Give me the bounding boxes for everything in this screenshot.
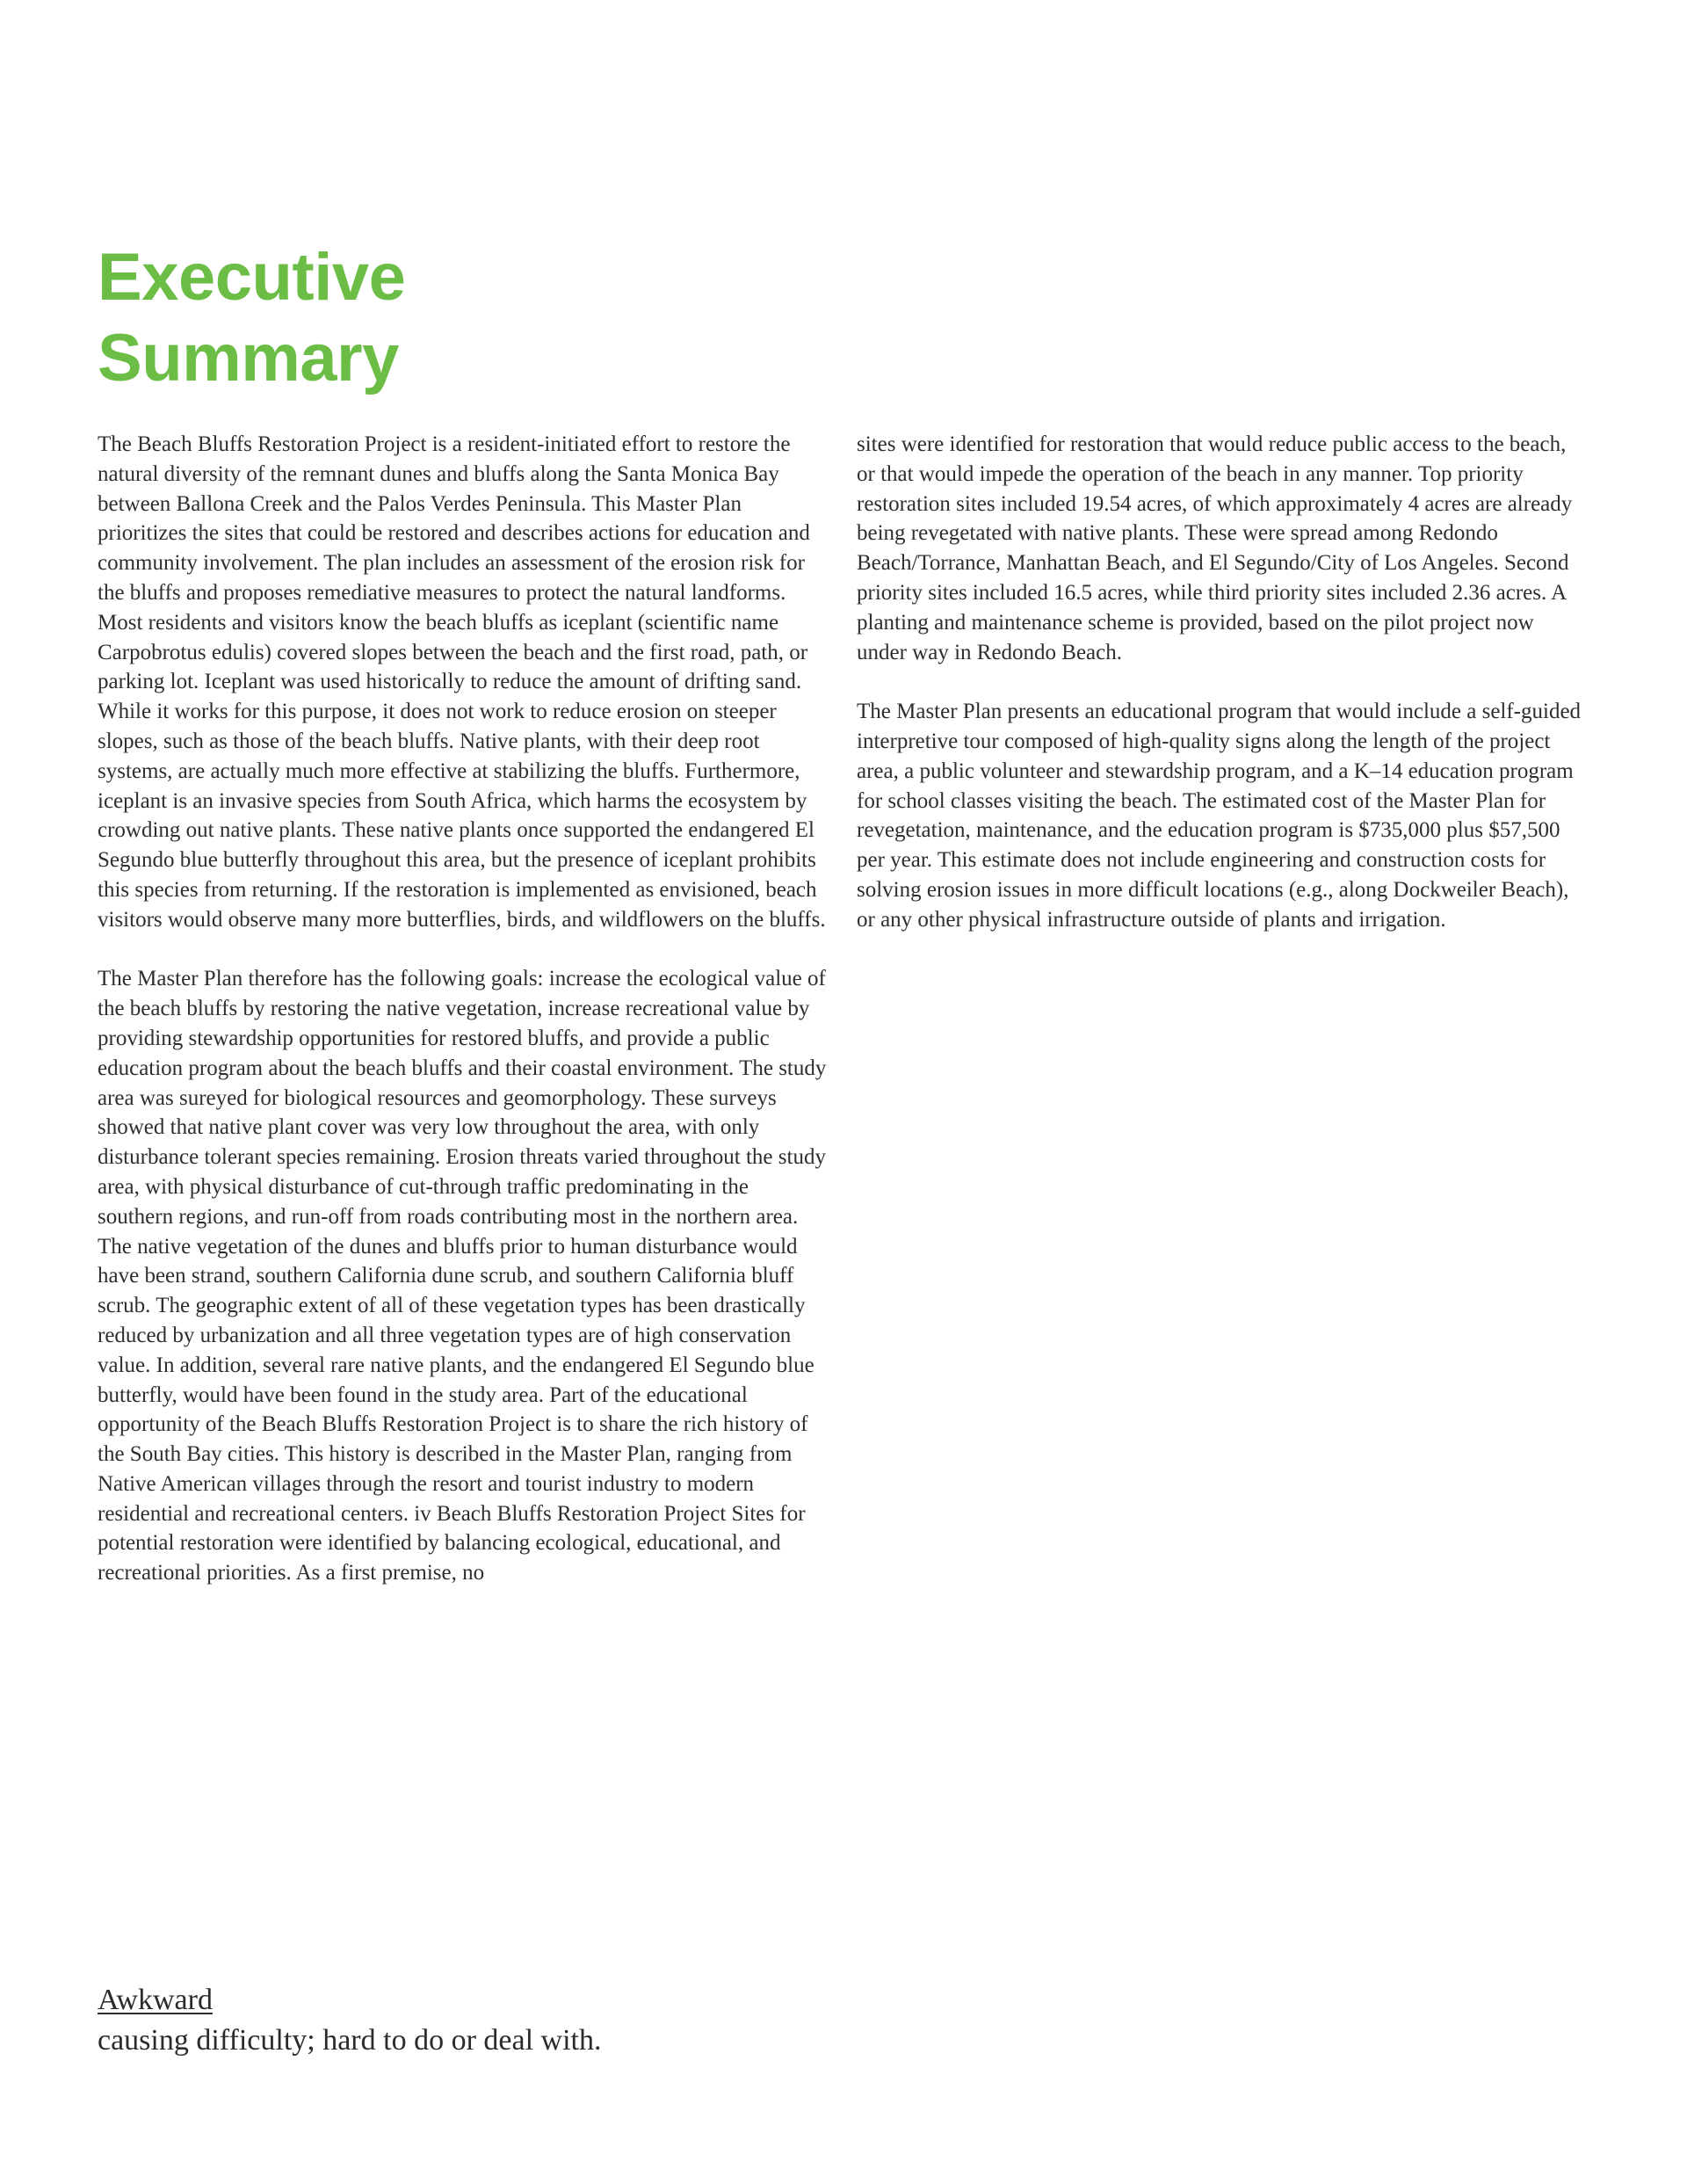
- paragraph-goals: The Master Plan therefore has the following goals: increase the ecological value of the beach bluffs by restoring the native vegetation, increase recreational value by providing stewardship opportunities for restored bluffs, and provide a public education program about the beach bluffs and their coastal environment. The study area was sureyed for biological resources and geomorphology. These surveys showed that native plant cover was very low throughout the area, with only disturbance tolerant species remaining. Erosion threats varied throughout the study area, with physical disturbance of cut-through traffic predominating in the southern regions, and run-off from roads contributing most in the northern area. The native vegetation of the dunes and bluffs prior to human disturbance would have been strand, southern California dune scrub, and southern California bluff scrub. The geographic extent of all of these vegetation types has been drastically reduced by urbanization and all three vegetation types are of high conservation value. In addition, several rare native plants, and the endangered El Segundo blue butterfly, would have been found in the study area. Part of the educational opportunity of the Beach Bluffs Restoration Project is to share the rich history of the South Bay cities. This history is described in the Master Plan, ranging from Native American villages through the resort and tourist industry to modern residential and recreational centers. iv Beach Bluffs Restoration Project Sites for potential restoration were identified by balancing ecological, educational, and recreational priorities. As a first premise, no: [98, 967, 827, 1585]
- page-title: [98, 237, 405, 399]
- title-line-1: Executive: [98, 240, 406, 315]
- left-column: [98, 430, 827, 1618]
- right-column: [857, 430, 1586, 964]
- paragraph-restoration-sites: sites were identified for restoration that would reduce public access to the beach, or that would impede the operation of the beach in any manner. Top priority restoration sites included 19.54 acres, of which approximately 4 acres are already being revegetated with native plants. These were spread among Redondo Beach/Torrance, Manhattan Beach, and El Segundo/City of Los Angeles. Second priority sites included 16.5 acres, while third priority sites included 2.36 acres. A planting and maintenance scheme is provided, based on the pilot project now under way in Redondo Beach.: [857, 432, 1573, 664]
- definition-word: Awkward: [98, 1984, 213, 2016]
- title-line-2: Summary: [98, 321, 399, 395]
- paragraph-introduction: The Beach Bluffs Restoration Project is a resident-initiated effort to restore the natural diversity of the remnant dunes and bluffs along the Santa Monica Bay between Ballona Creek and the Palos Verdes Peninsula. This Master Plan prioritizes the sites that could be restored and describes actions for education and community involvement. The plan includes an assessment of the erosion risk for the bluffs and proposes remediative measures to protect the natural landforms. Most residents and visitors know the beach bluffs as iceplant (scientific name Carpobrotus edulis) covered slopes between the beach and the first road, path, or parking lot. Iceplant was used historically to reduce the amount of drifting sand. While it works for this purpose, it does not work to reduce erosion on steeper slopes, such as those of the beach bluffs. Native plants, with their deep root systems, are actually much more effective at stabilizing the bluffs. Furthermore, iceplant is an invasive species from South Africa, which harms the ecosystem by crowding out native plants. These native plants once supported the endangered El Segundo blue butterfly throughout this area, but the presence of iceplant prohibits this species from returning. If the restoration is implemented as envisioned, beach visitors would observe many more butterflies, birds, and wildflowers on the bluffs.: [98, 432, 826, 932]
- definition-meaning: causing difficulty; hard to do or deal with.: [98, 2024, 602, 2057]
- paragraph-educational-program: The Master Plan presents an educational program that would include a self-guided interpretive tour composed of high-quality signs along the length of the project area, a public volunteer and stewardship program, and a K–14 education program for school classes visiting the beach. The estimated cost of the Master Plan for revegetation, maintenance, and the education program is $735,000 plus $57,500 per year. This estimate does not include engineering and construction costs for solving erosion issues in more difficult locations (e.g., along Dockweiler Beach), or any other physical infrastructure outside of plants and irrigation.: [857, 700, 1582, 932]
- definition-note: [98, 1980, 601, 2061]
